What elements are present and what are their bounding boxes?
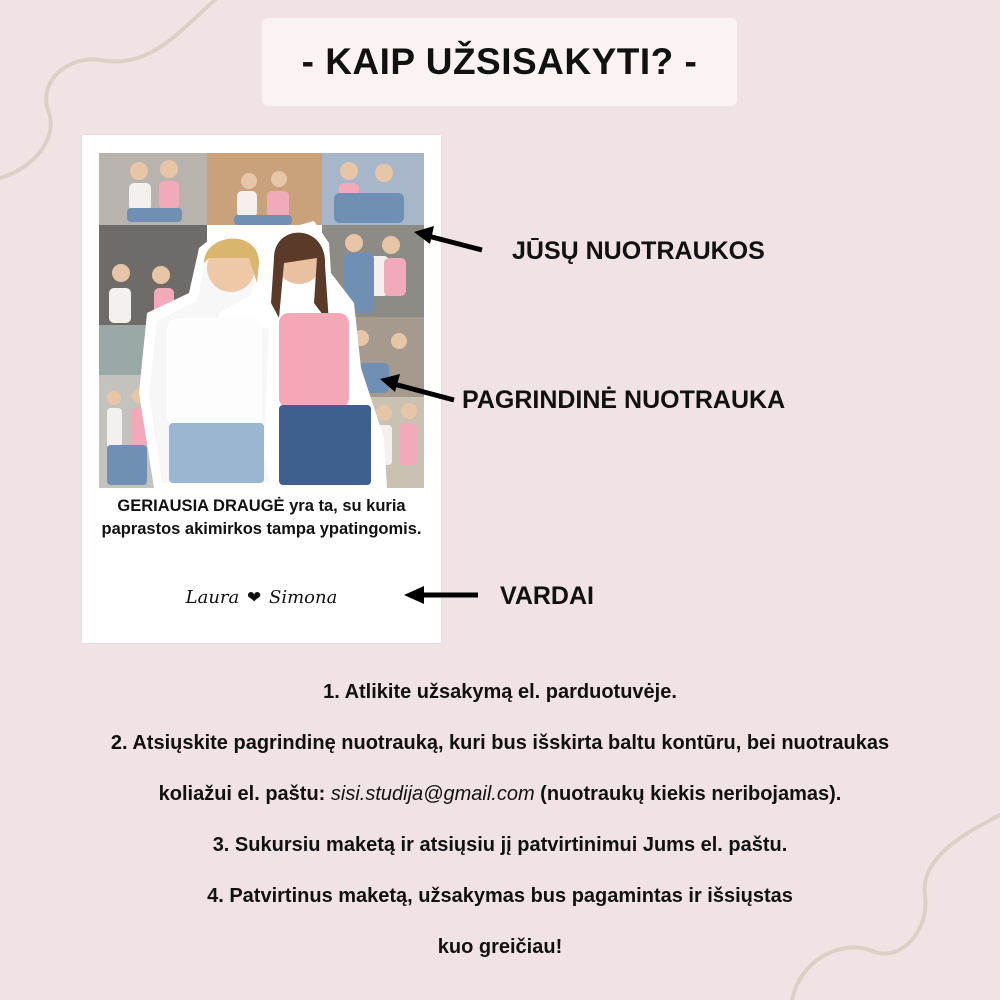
step-4-line-2: kuo greičiau!: [437, 936, 563, 958]
arrow-left-icon: [380, 374, 455, 404]
quote-line1-rest: yra ta, su kuria: [284, 497, 406, 515]
poster-quote: [82, 495, 441, 541]
quote-line2: paprastos akimirkos tampa ypatingomis.: [101, 520, 422, 538]
email-address: sisi.studija@gmail.com: [330, 783, 535, 805]
title-banner: [262, 18, 737, 106]
order-steps: [0, 672, 1000, 978]
quote-highlight: GERIAUSIA DRAUGĖ: [117, 497, 285, 515]
photo-collage: [99, 153, 424, 488]
step-2-suffix: (nuotraukų kiekis neribojamas).: [534, 783, 842, 805]
name-1: Laura: [185, 587, 240, 608]
step-3: 3. Sukursiu maketą ir atsiųsiu jį patvirtinimui Jums el. paštu.: [212, 834, 788, 856]
name-2: Simona: [269, 587, 338, 608]
step-4-line-1: 4. Patvirtinus maketą, užsakymas bus pagamintas ir išsiųstas: [207, 885, 793, 907]
arrow-left-icon: [404, 584, 478, 606]
poster-names: [82, 587, 441, 608]
step-1: 1. Atlikite užsakymą el. parduotuvėje.: [323, 681, 677, 703]
step-2-prefix: koliažui el. paštu:: [158, 783, 331, 805]
page-title: - KAIP UŽSISAKYTI? -: [301, 41, 698, 82]
heart-icon: ❤: [247, 588, 262, 608]
collage-photos-image: [99, 153, 424, 488]
arrow-left-icon: [414, 226, 484, 254]
label-names: VARDAI: [500, 582, 594, 610]
label-your-photos: JŪSŲ NUOTRAUKOS: [512, 237, 765, 265]
step-2-line-2: [0, 774, 1000, 825]
label-main-photo: PAGRINDINĖ NUOTRAUKA: [462, 386, 786, 414]
step-2-line-1: 2. Atsiųskite pagrindinę nuotrauką, kuri bus išskirta baltu kontūru, bei nuotraukas: [110, 732, 890, 754]
